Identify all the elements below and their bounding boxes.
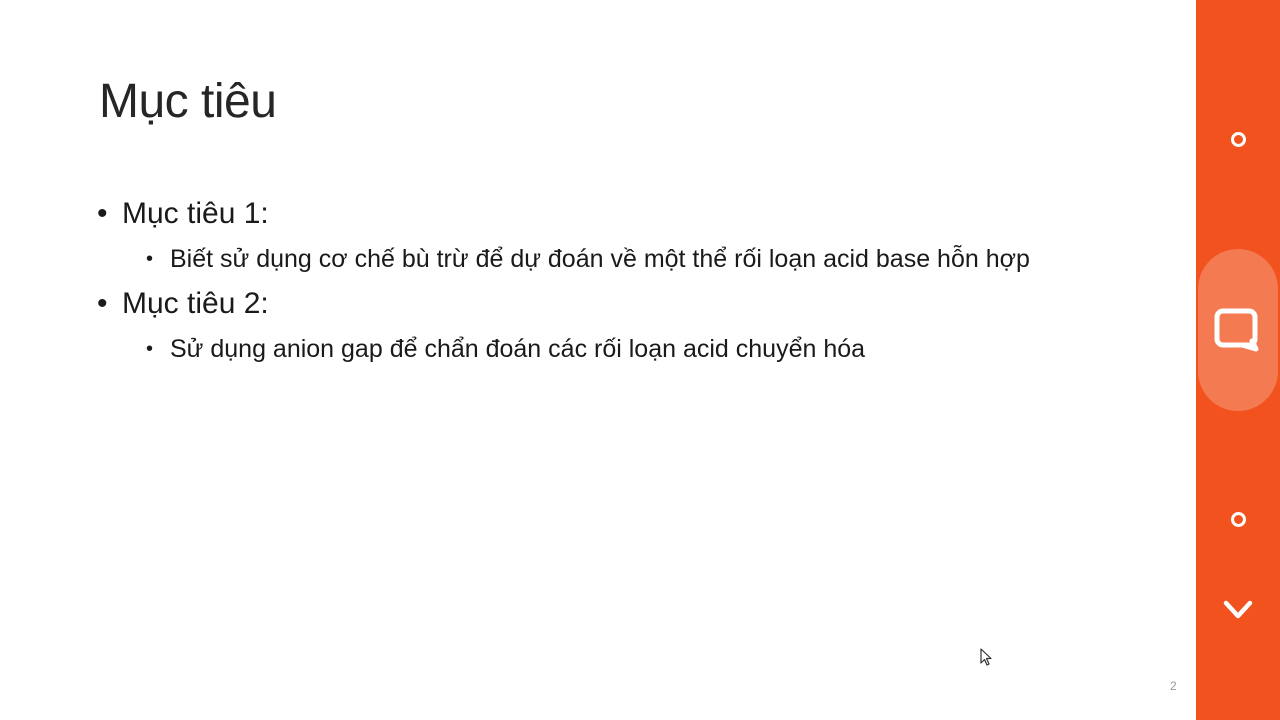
- objective-heading-2: [97, 285, 1030, 369]
- circle-icon: [1231, 132, 1246, 147]
- objective-label: Mục tiêu 2:: [122, 287, 269, 320]
- collapse-button[interactable]: [1216, 592, 1260, 628]
- objective-sub-list: [122, 239, 1030, 279]
- objective-sub-list: [122, 329, 1030, 369]
- objective-heading-1: [97, 195, 1030, 279]
- screenshot-button[interactable]: [1198, 249, 1278, 411]
- mouse-cursor-icon: [980, 648, 994, 668]
- objective-item: • Biết sử dụng cơ chế bù trừ để dự đoán về một thể rối loạn acid base hỗn hợp: [122, 239, 1030, 279]
- chevron-down-icon: [1222, 599, 1254, 621]
- page-number: 2: [1170, 679, 1177, 693]
- circle-icon: [1231, 512, 1246, 527]
- circle-button-bottom[interactable]: [1222, 503, 1254, 535]
- objective-item: • Sử dụng anion gap để chẩn đoán các rối loạn acid chuyển hóa: [122, 329, 1030, 369]
- floating-toolbar: [1196, 0, 1280, 720]
- screenshot-icon: [1214, 308, 1262, 352]
- circle-button-top[interactable]: [1222, 123, 1254, 155]
- slide-title: Mục tiêu: [99, 75, 277, 128]
- objective-label: Mục tiêu 1:: [122, 197, 269, 230]
- objective-list: [97, 195, 1030, 375]
